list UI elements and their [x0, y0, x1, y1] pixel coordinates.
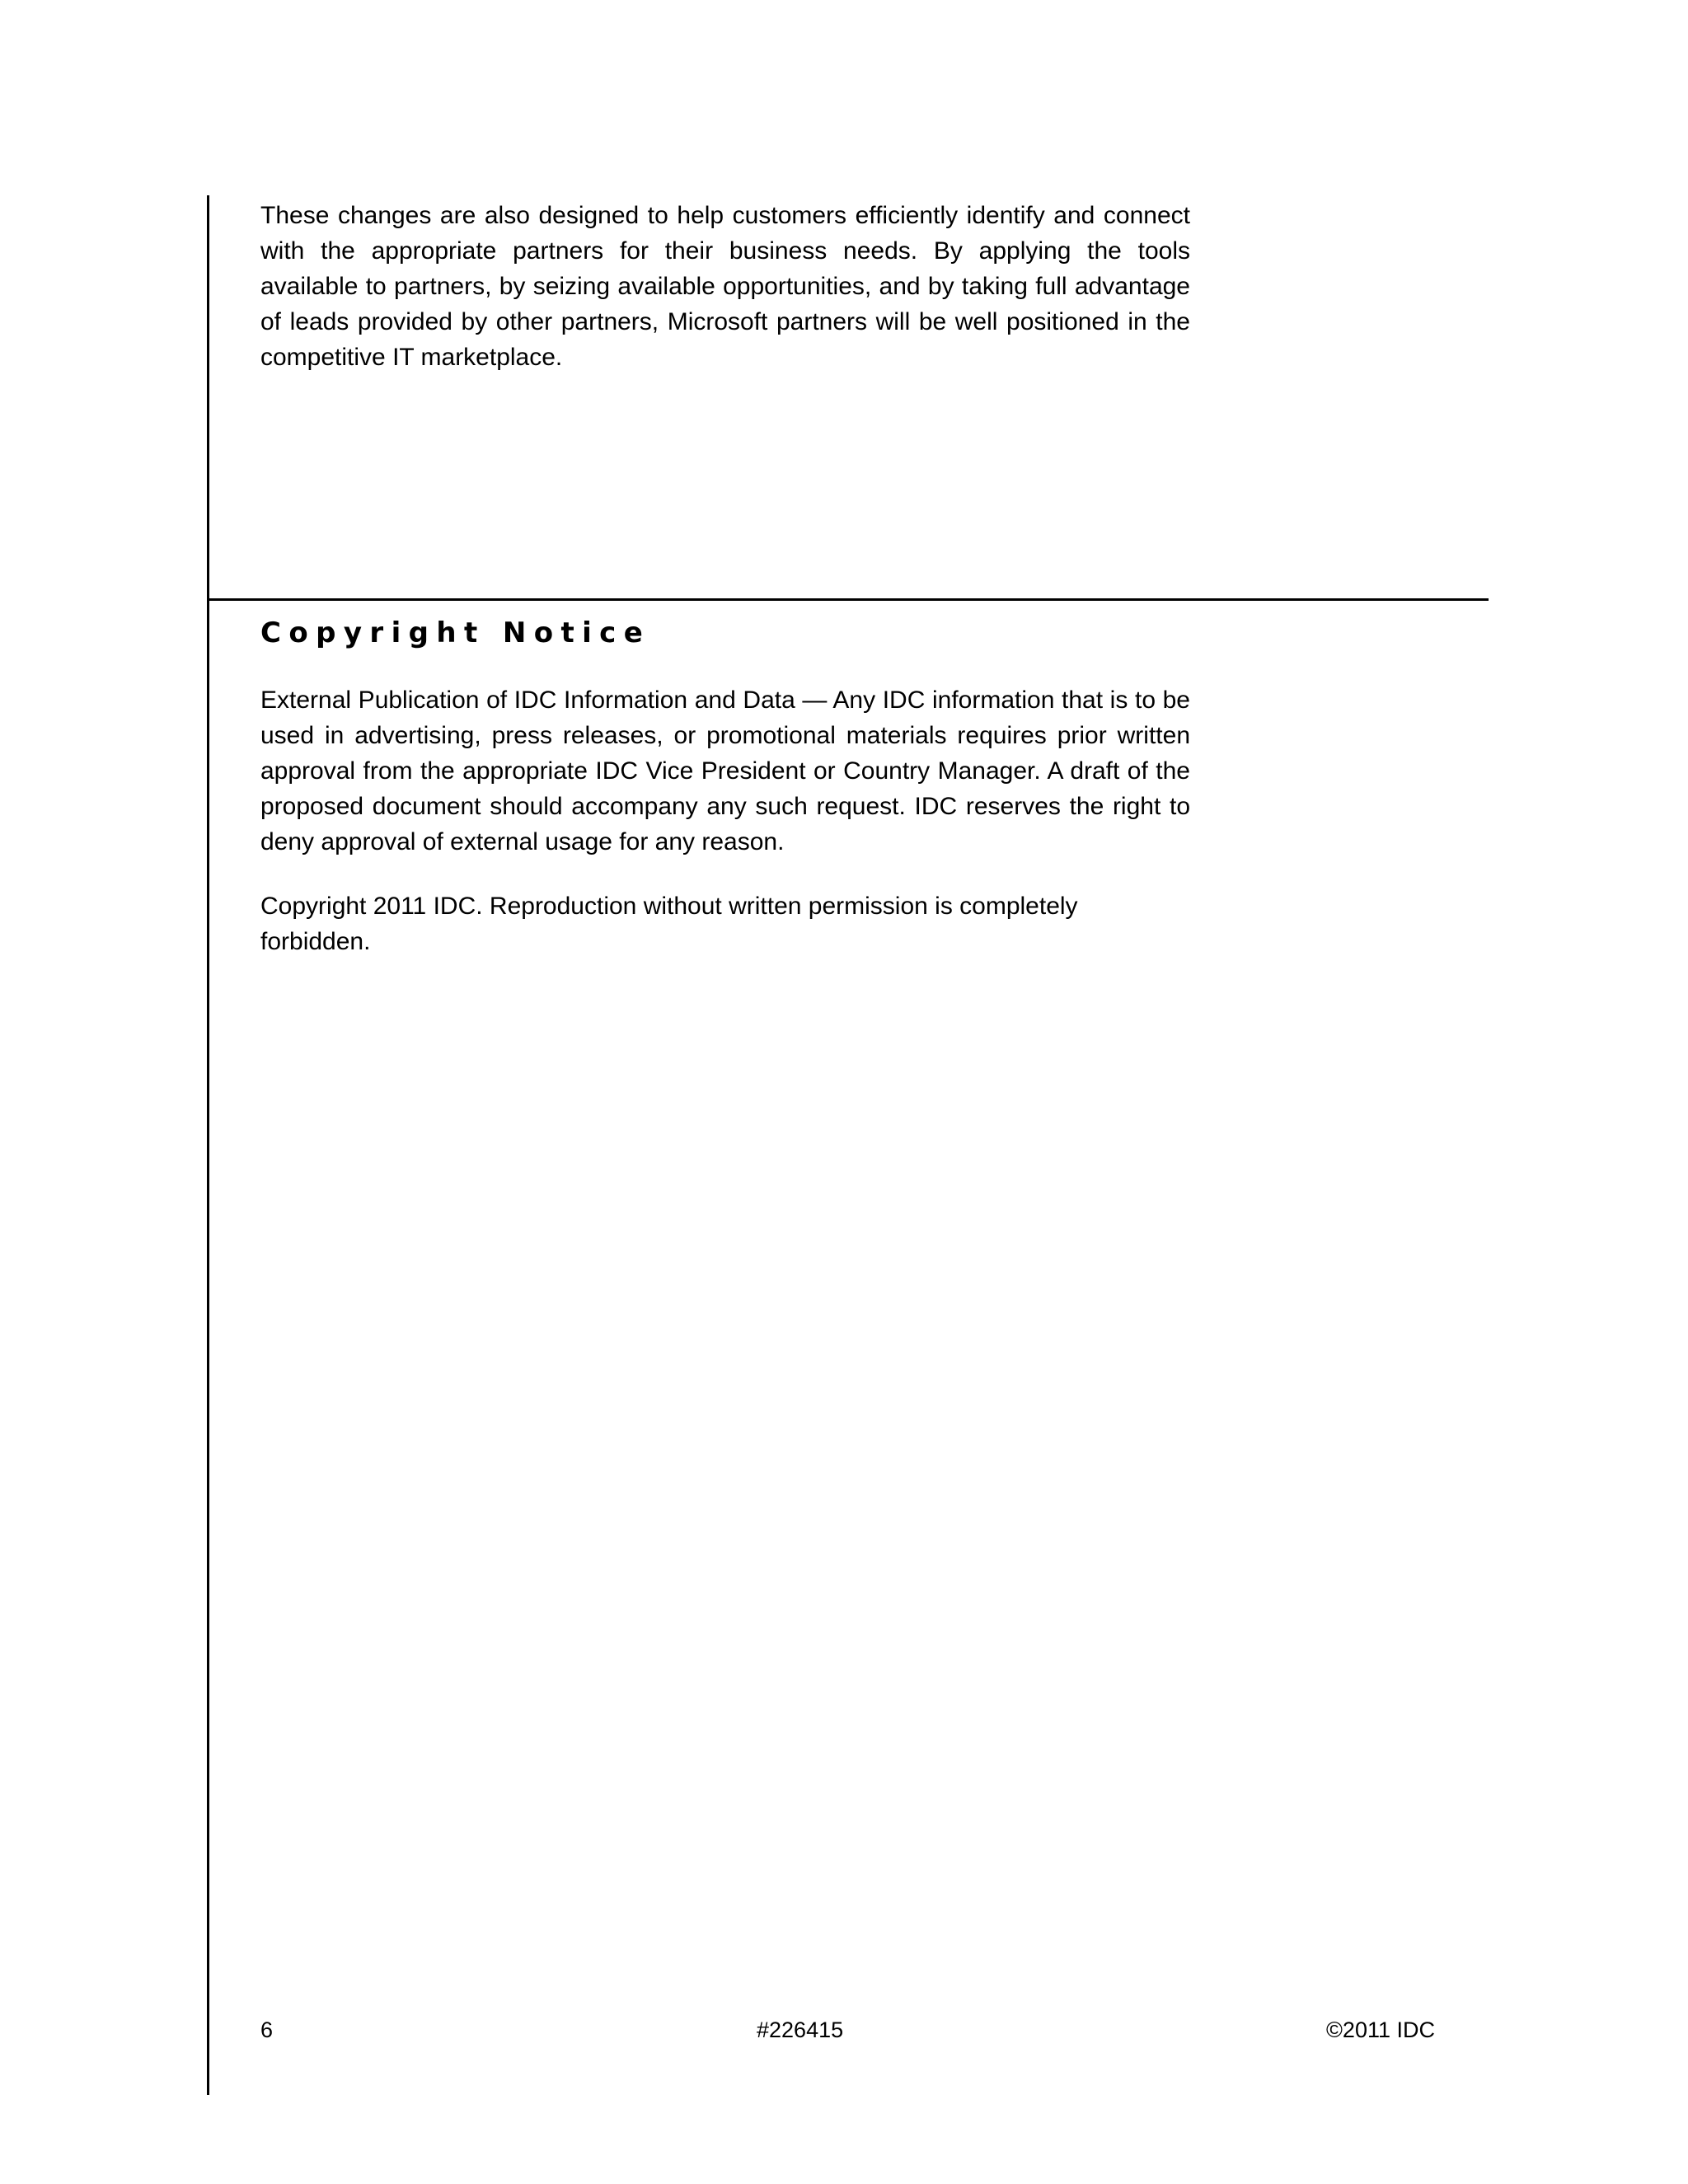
- intro-paragraph: These changes are also designed to help customers efficiently identify and connect with the appropriate partners for their business needs. By applying the tools available to partners, by seizing available opportunities, and by taking full advantage of leads provided by other partners, Microsoft partners will be well positioned in the competitive IT marketplace.: [260, 202, 1190, 371]
- document-number: #226415: [757, 2018, 844, 2042]
- copyright-statement: Copyright 2011 IDC. Reproduction without written permission is completely forbidden.: [260, 893, 1078, 955]
- copyright-notice-heading: Copyright Notice: [260, 616, 651, 649]
- page-number: 6: [260, 2018, 274, 2042]
- left-margin-rule: [207, 195, 209, 2095]
- copyright-notice-paragraph: External Publication of IDC Information and Data — Any IDC information that is to be used in advertising, press releases, or promotional materials requires prior written approval from the appropriate IDC Vice President or Country Manager. A draft of the proposed document should accompany any such request. IDC reserves the right to deny approval of external usage for any reason.: [260, 687, 1190, 855]
- section-divider: [207, 598, 1489, 601]
- footer-copyright: ©2011 IDC: [1326, 2018, 1435, 2042]
